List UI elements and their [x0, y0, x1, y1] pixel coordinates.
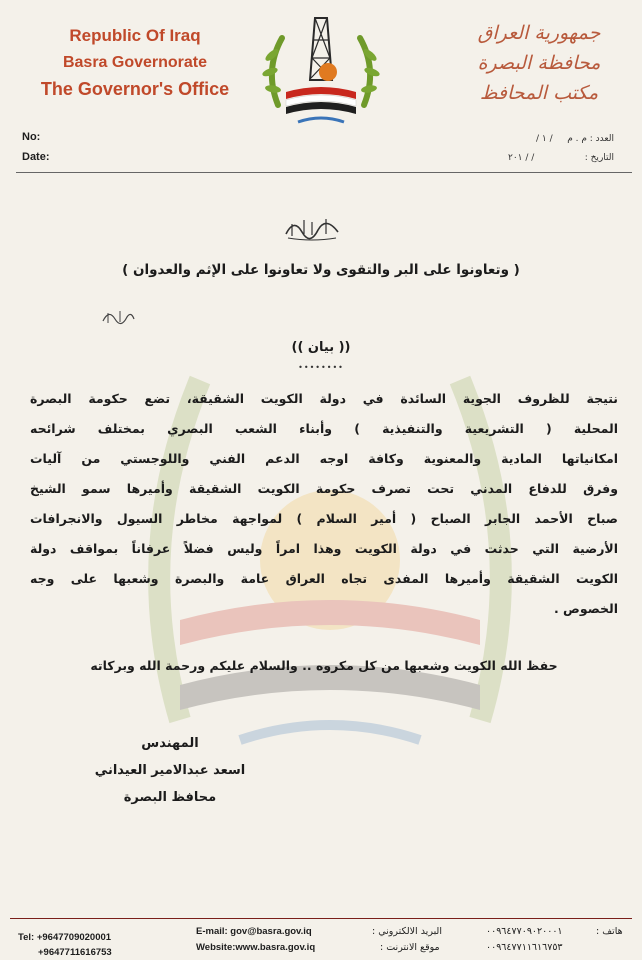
date-label: Date:	[22, 151, 50, 163]
signer-title: المهندس	[141, 736, 199, 751]
header-governorate: Basra Governorate	[62, 54, 208, 71]
calligraphy-mark	[100, 305, 136, 327]
header-ar-office: مكتب المحافظ	[479, 82, 599, 104]
signer-name: اسعد عبدالامير العيداني	[94, 763, 246, 778]
footer-phone-2: +9647711616753	[38, 947, 112, 958]
title-dots: ••••••••	[298, 363, 344, 372]
footer-ar-email-label: البريد الالكتروني :	[372, 926, 442, 937]
footer-ar-website-label: موقع الانترنت :	[380, 942, 440, 953]
footer-ar-phone-label: هاتف :	[596, 926, 623, 937]
header-ar-governorate: محافظة البصرة	[477, 52, 601, 74]
header-arabic-block	[454, 18, 624, 108]
body-line: نتيجة للظروف الجوية السائدة في دولة الكويت الشقيقة، تضع حكومة البصرة	[30, 391, 618, 406]
signer-position: محافظ البصرة	[123, 790, 217, 805]
header-ar-country: جمهورية العراق	[477, 22, 601, 44]
body-line: الخصوص .	[553, 601, 618, 616]
closing-line: حفظ الله الكويت وشعبها من كل مكروه .. والسلام عليكم ورحمة الله وبركاته	[90, 658, 558, 673]
header-english-block	[30, 22, 240, 103]
ar-no-label: العدد : م . م	[567, 134, 614, 144]
basra-governorate-logo	[258, 10, 384, 140]
ar-date-value: / / ٢٠١	[508, 153, 535, 163]
footer-phone-1: Tel: +9647709020001	[18, 932, 112, 943]
basmala-calligraphy	[282, 210, 342, 242]
footer-ar-phone-1: ٠٠٩٦٤٧٧٠٩٠٢٠٠٠١	[486, 926, 563, 937]
header-office: The Governor's Office	[40, 79, 230, 99]
body-line: الكويت الشقيقة وأميرها المفدى تجاه العراق عامة والبصرة وشعبها على وجه	[30, 571, 618, 586]
quran-verse: ( وتعاونوا على البر والتقوى ولا تعاونوا على الإثم والعدوان )	[122, 262, 520, 278]
body-line: وفرق للدفاع المدني تحت تصرف حكومة الكويت الشقيقة وأميرها سمو الشيخ	[30, 481, 618, 496]
body-line: صباح الأحمد الجابر الصباح ( أمير السلام ) لمواجهة مخاطر السيول والانجرافات	[30, 511, 618, 526]
footer-divider	[10, 918, 632, 919]
footer-website: Website:www.basra.gov.iq	[196, 942, 316, 953]
header-divider	[16, 172, 632, 173]
footer-ar-phone-2: ٠٠٩٦٤٧٧١١٦١٦٧٥٣	[486, 942, 563, 953]
signature-block	[70, 730, 270, 811]
body-line: الأرضية التي حدثت في دولة الكويت وهذا امراً وليس فضلاً عرفاناً بمواقف دولة	[30, 541, 618, 556]
body-line: المحلية ( التشريعية والتنفيذية ) وأبناء الشعب البصري بمختلف شرائحه	[30, 421, 618, 436]
body-line: امكانياتها المادية والمعنوية وكافة اوجه الدعم الفني واللوجستي من آليات	[30, 451, 618, 466]
no-label: No:	[22, 131, 41, 143]
statement-body	[30, 384, 618, 624]
ar-no-value: / ١ /	[536, 134, 553, 144]
ar-date-label: التاريخ :	[584, 153, 614, 163]
footer-email: E-mail: gov@basra.gov.iq	[196, 926, 312, 937]
statement-title: (( بيان ))	[291, 340, 351, 355]
header-country: Republic Of Iraq	[69, 26, 201, 45]
